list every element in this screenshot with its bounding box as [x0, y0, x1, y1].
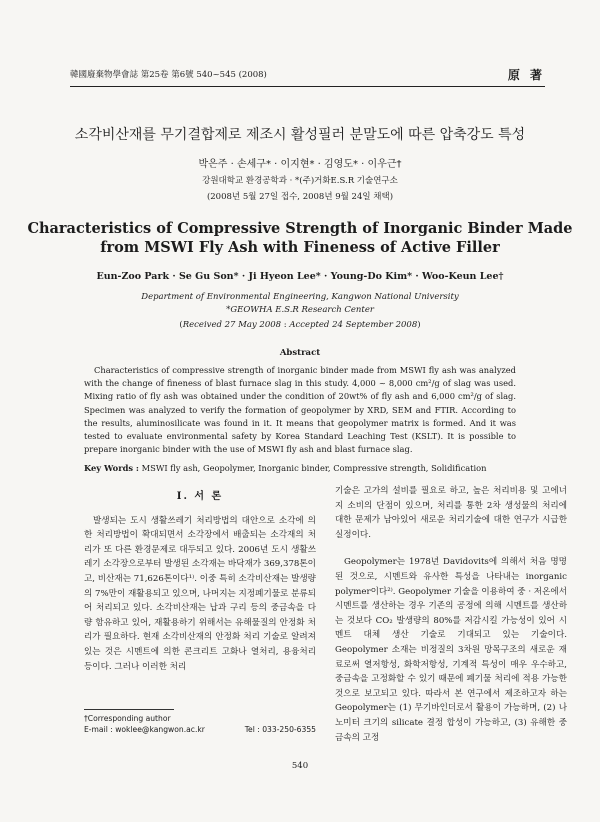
running-header — [70, 66, 545, 84]
english-affiliation-line-1: Department of Environmental Engineering, Kangwon National University — [141, 292, 459, 302]
korean-authors: 박은주 · 손세구* · 이지현* · 김영도* · 이우근† — [198, 159, 402, 170]
english-title — [0, 219, 600, 257]
header-rule — [70, 86, 545, 87]
abstract-text: Characteristics of compressive strength of inorganic binder made from MSWI fly ash was analyzed with the change of fineness of blast furnace slag in this study. 4,000 ~ 8,000 cm²/g of slag was used. Mixing ratio of fly ash was obtained under the condition of 20wt% of fly ash and 6,000 cm²/g of slag. Specimen was analyzed to verify the formation of geopolymer by XRD, SEM and FTIR. According to the results, aluminosilicate was found in it. It means that geopolymer matrix is formed. And it was tested to evaluate environmental safety by Korea Standard Leaching Test (KSLT). It is possible to prepare inorganic binder with the use of MSWI fly ash and blast furnace slag. — [84, 365, 516, 455]
english-dates: (Received 27 May 2008 : Accepted 24 September 2008) — [179, 320, 421, 330]
footnote-rule — [84, 709, 174, 710]
korean-dates: (2008년 5월 27일 접수, 2008년 9월 24일 채택) — [206, 192, 394, 202]
intro-paragraph-1: 발생되는 도시 생활쓰레기 처리방법의 대안으로 소각에 의한 처리방법이 확대되면서 소각장에서 배출되는 소각재의 처리가 또 다른 환경문제로 대두되고 있다. 2006년 도시 생활쓰레기 소각장으로부터 발생된 소각재는 바닥재가 369,378톤이고, 비산재는 71,626톤이다¹⁾. 이중 특히 소각비산재는 발생량의 7%만이 재활용되고 있으며, 나머지는 지정폐기물로 분류되어 처리되고 있다. 소각비산재는 납과 구리 등의 중금속을 다량 함유하고 있어, 재활용하기 위해서는 유해물질의 안정화 처리가 필요하다. 현재 소각비산재의 안정화 처리 기술로 알려져 있는 것은 시멘트에 의한 콘크리트 고화나 열처리, 용융처리 등이다. 그러나 이러한 처리 — [84, 515, 316, 672]
english-title-line-2: from MSWI Fly Ash with Fineness of Active Filler — [100, 239, 500, 256]
journal-citation: 韓國廢棄物學會誌 第25卷 第6號 540~545 (2008) — [70, 70, 267, 80]
abstract-body — [84, 364, 516, 456]
korean-title: 소각비산재를 무기결합제로 제조시 활성필러 분말도에 따른 압축강도 특성 — [74, 127, 526, 143]
corresponding-author-footnote — [84, 713, 316, 735]
keywords-label: Key Words : — [84, 463, 139, 473]
intro-paragraph-2: Geopolymer는 1978년 Davidovits에 의해서 처음 명명된 것으로, 시멘트와 유사한 특성을 나타내는 inorganic polymer이다²⁾. Geopolymer 기술을 이용하여 중 · 저온에서 시멘트를 생산하는 경우 기존의 공정에 의해 시멘트를 생산하는 것보다 CO₂ 발생량의 80%를 저감시킬 가능성이 있어 시멘트 대체 생산 기술로 기대되고 있는 기술이다. Geopolymer 소재는 비정질의 3차원 망목구조의 새로운 재료로써 열저항성, 화학저항성, 기계적 특성이 매우 우수하고, 중금속을 고정화할 수 있기 때문에 폐기물 처리에 적용 가능한 것으로 보고되고 있다. 따라서 본 연구에서 제조하고자 하는 Geopolymer는 (1) 무기바인더로서 활용이 가능하며, (2) 나노미터 크기의 silicate 결정 합성이 가능하고, (3) 유해한 중금속의 고정 — [335, 557, 567, 743]
page-number: 540 — [291, 761, 309, 771]
accepted-date: Accepted 24 September 2008 — [289, 320, 418, 330]
english-title-line-1: Characteristics of Compressive Strength of Inorganic Binder Made — [27, 220, 573, 237]
keywords-list: MSWI fly ash, Geopolymer, Inorganic binder, Compressive strength, Solidification — [141, 463, 487, 473]
keywords — [84, 463, 516, 473]
article-type-tag: 原 著 — [507, 68, 545, 82]
korean-affiliation: 강원대학교 환경공학과 · *(주)거화E.S.R 기술연구소 — [202, 176, 398, 186]
intro-paragraph-1-continued: 기술은 고가의 설비를 필요로 하고, 높은 처리비용 및 고에너지 소비의 단점이 있으며, 처리를 통한 2차 생성물의 처리에 대한 문제가 남아있어 새로운 처리기술에 대한 연구가 시급한 실정이다. — [335, 486, 567, 540]
footnote-email: E-mail : woklee@kangwon.ac.kr — [84, 725, 205, 734]
section-heading-introduction: I. 서 론 — [176, 491, 224, 502]
footnote-label: †Corresponding author — [84, 714, 171, 723]
english-affiliation-line-2: *GEOWHA E.S.R Research Center — [226, 305, 374, 315]
english-affiliation — [0, 291, 600, 317]
left-column — [84, 486, 316, 674]
abstract-heading: Abstract — [279, 348, 321, 358]
right-column — [335, 484, 567, 745]
english-authors: Eun-Zoo Park · Se Gu Son* · Ji Hyeon Lee* · Young-Do Kim* · Woo-Keun Lee† — [96, 271, 504, 282]
footnote-tel: Tel : 033-250-6355 — [244, 725, 316, 734]
received-date: Received 27 May 2008 — [182, 320, 282, 330]
